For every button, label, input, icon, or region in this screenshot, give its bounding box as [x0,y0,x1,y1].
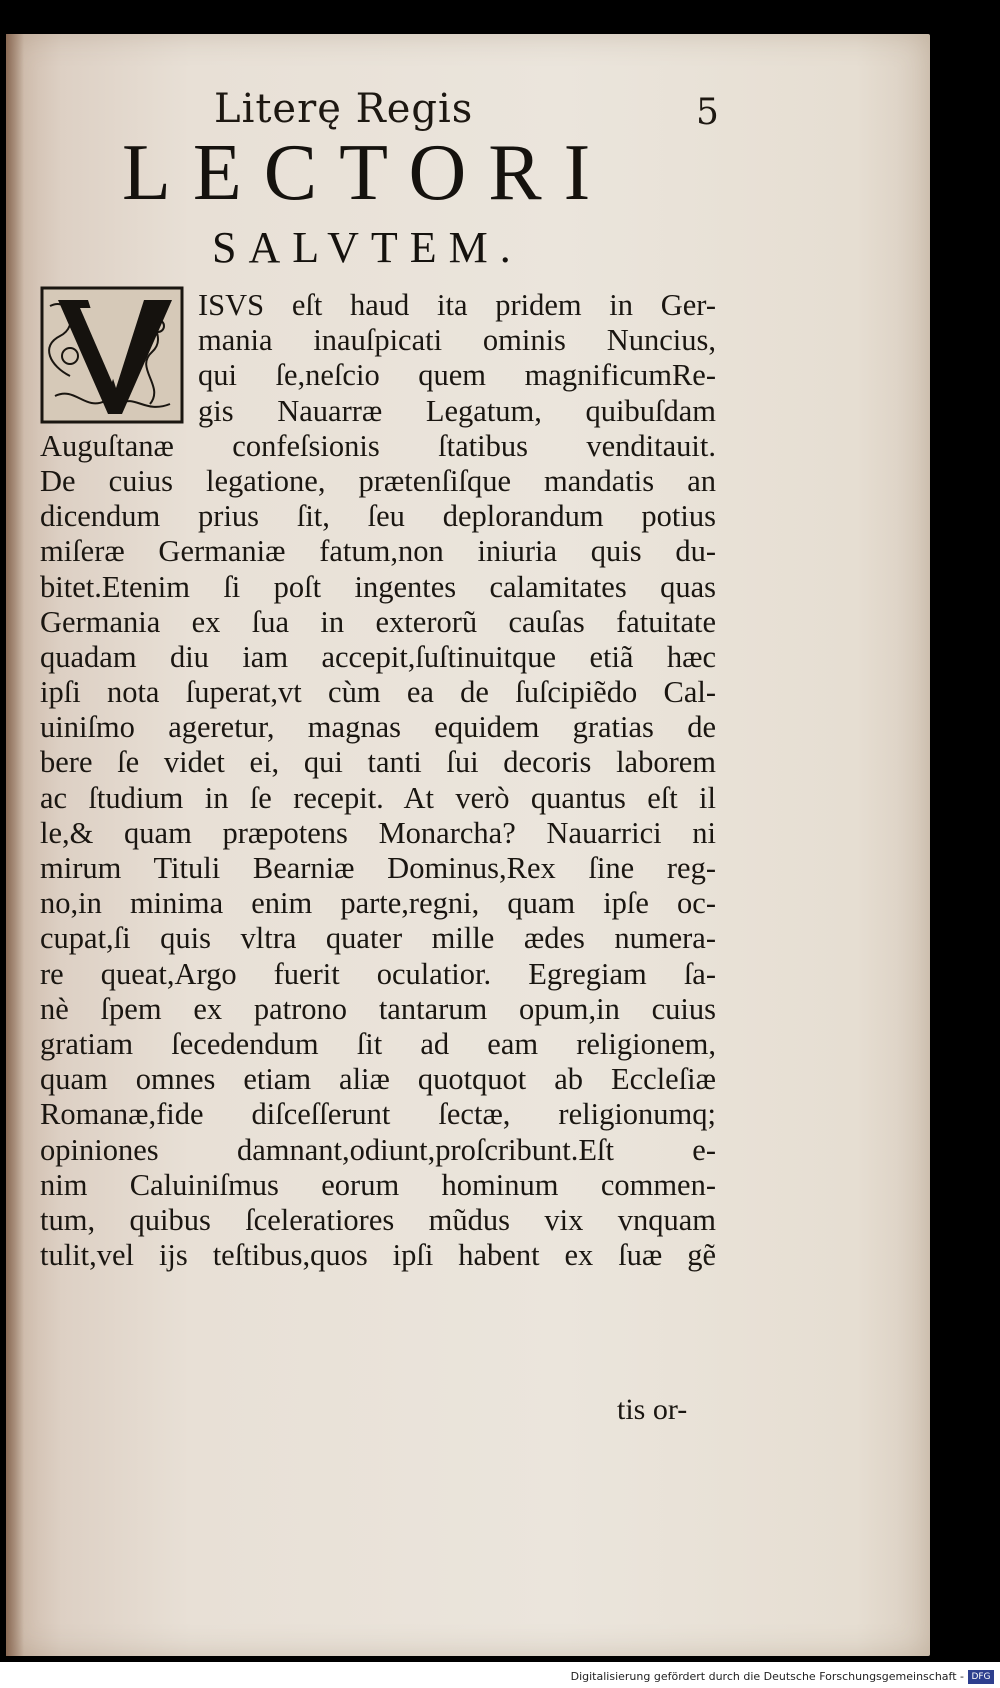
text-line: miſeræ Germaniæ fatum,non iniuria quis du- [40,534,716,569]
text-line: gis Nauarræ Legatum, quibuſdam [198,393,716,428]
text-line: nim Caluiniſmus eorum hominum commen- [40,1167,716,1202]
text-line: le,& quam præpotens Monarcha? Nauarrici ni [40,815,716,850]
text-line: gratiam ſecedendum ſit ad eam religionem, [40,1026,716,1061]
subheading: SALVTEM. [212,223,523,272]
text-line: opiniones damnant,odiunt,proſcribunt.Eſt e- [40,1132,716,1167]
text-line: quadam diu iam accepit,ſuſtinuitque etiã hæc [40,639,716,674]
running-head: Literę Regis [214,86,474,132]
text-line: re queat,Argo fuerit oculatior. Egregiam ſa- [40,956,716,991]
text-line: uiniſmo ageretur, magnas equidem gratias de [40,710,716,745]
text-line: no,in minima enim parte,regni, quam ipſe oc- [40,886,716,921]
text-line: qui ſe,neſcio quem magnificumRe- [198,358,716,393]
text-line: mania inauſpicati ominis Nuncius, [198,323,716,358]
text-line: dicendum prius ſit, ſeu deplorandum potius [40,499,716,534]
text-line: ISVS eſt haud ita pridem in Ger- [198,288,716,322]
heading: LECTORI [122,129,613,217]
text-line: Germania ex ſua in exterorũ cauſas fatuitate [40,604,716,639]
text-line: bere ſe videt ei, qui tanti ſui decoris laborem [40,745,716,780]
text-line: De cuius legatione, prætenſiſque mandatis an [40,463,716,498]
dfg-logo-icon: DFG [968,1670,994,1684]
footer-credit: Digitalisierung gefördert durch die Deutsche Forschungsgemeinschaft - [570,1670,964,1683]
text-line: mirum Tituli Bearniæ Dominus,Rex ſine reg- [40,851,716,885]
page-gutter [6,34,24,1656]
text-line: ac ſtudium in ſe recepit. At verò quantus eſt il [40,780,716,815]
text-line: bitet.Etenim ſi poſt ingentes calamitates quas [40,569,716,604]
text-line: ipſi nota ſuperat,vt cùm ea de ſuſcipiẽdo Cal- [40,675,716,710]
text-line: nè ſpem ex patrono tantarum opum,in cuius [40,991,716,1026]
text-line: tulit,vel ijs teſtibus,quos ipſi habent ex ſuæ gẽ [40,1238,716,1273]
footer-bar [0,1662,1000,1688]
catchword: tis or- [617,1393,688,1426]
page-number: 5 [696,92,719,133]
text-line: tum, quibus ſceleratiores mũdus vix vnquam [40,1202,716,1237]
text-line: Auguſtanæ confeſsionis ſtatibus venditauit. [40,428,716,463]
text-line: cupat,ſi quis vltra quater mille ædes numera- [40,921,716,956]
text-line: quam omnes etiam aliæ quotquot ab Eccleſiæ [40,1062,716,1097]
text-line: Romanæ,fide diſceſſerunt ſectæ, religionumq; [40,1097,716,1132]
body-text [40,288,716,1273]
